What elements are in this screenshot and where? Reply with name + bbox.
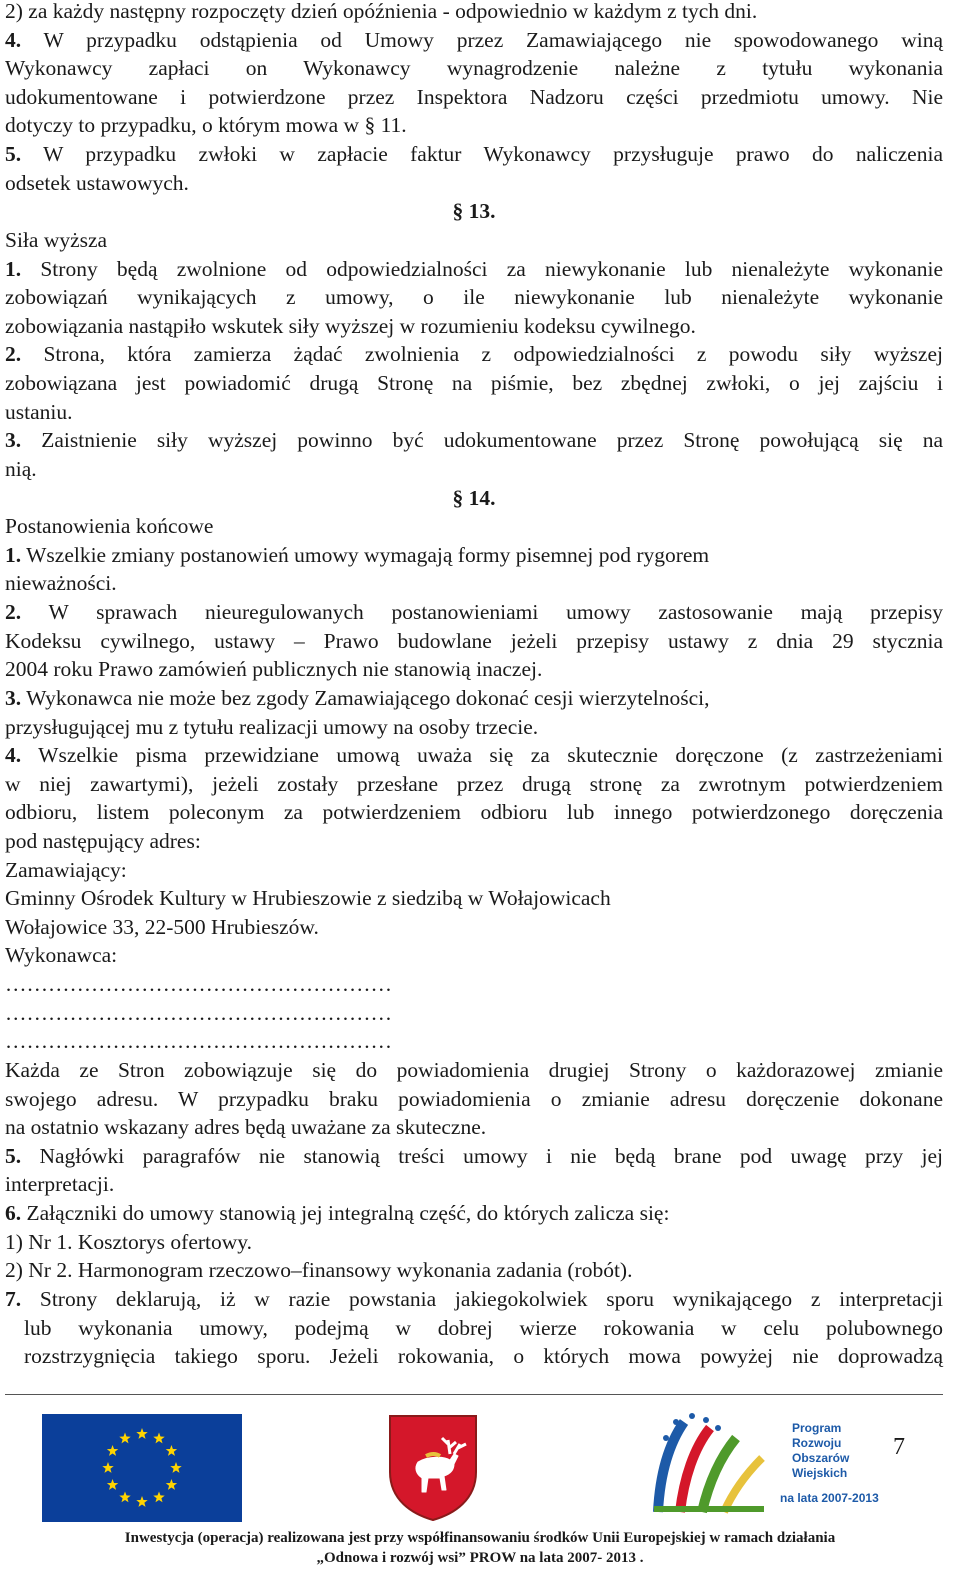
line-text: Strony będą zwolnione od odpowiedzialności za niewykonanie lub nienależyte wykonanie	[21, 256, 943, 281]
line-text: Zamawiający:	[5, 857, 127, 882]
line-text: § 13.	[452, 199, 496, 224]
text-line	[5, 1228, 943, 1257]
text-line	[5, 1142, 943, 1171]
text-line	[5, 512, 943, 541]
point-number: 5.	[5, 1143, 22, 1168]
line-text: Wykonawcy zapłaci on Wykonawcy wynagrodzenie należne z tytułu wykonania	[5, 56, 943, 81]
point-number: 7.	[5, 1286, 22, 1311]
text-line	[5, 140, 943, 169]
text-line	[5, 1056, 943, 1085]
text-line	[5, 856, 943, 885]
line-text: przysługującej mu z tytułu realizacji umowy na osoby trzecie.	[5, 714, 539, 739]
text-line	[5, 283, 943, 312]
text-line	[5, 455, 943, 484]
line-text: Kodeksu cywilnego, ustawy – Prawo budowlane jeżeli przepisy ustawy z dnia 29 stycznia	[5, 628, 943, 653]
text-line	[5, 1113, 943, 1142]
point-number: 2.	[5, 342, 22, 367]
text-line	[5, 1085, 943, 1114]
text-line	[5, 197, 943, 226]
prow-line-3: Obszarów	[792, 1451, 850, 1465]
text-line	[5, 713, 943, 742]
line-text: pod następujący adres:	[5, 828, 201, 853]
text-line	[5, 1285, 943, 1314]
line-text: w niej zawartymi), jeżeli zostały przesłane przez drugą stronę za zwrotnym potwierdzeniem	[5, 771, 943, 796]
point-number: 4.	[5, 743, 22, 768]
line-text: Wykonawca nie może bez zgody Zamawiającego dokonać cesji wierzytelności,	[21, 685, 710, 710]
text-line	[5, 655, 943, 684]
text-line	[5, 312, 943, 341]
text-line	[5, 741, 943, 770]
text-line	[5, 1027, 943, 1056]
line-text: na ostatnio wskazany adres będą uważane za skuteczne.	[5, 1115, 487, 1140]
line-text: 2) Nr 2. Harmonogram rzeczowo–finansowy wykonania zadania (robót).	[5, 1258, 633, 1283]
line-text: Nagłówki paragrafów nie stanowią treści umowy i nie będą brane pod uwagę przy jej	[21, 1143, 943, 1168]
line-text: nieważności.	[5, 571, 117, 596]
line-text: interpretacji.	[5, 1172, 115, 1197]
text-line	[5, 541, 943, 570]
line-text: 1) Nr 1. Kosztorys ofertowy.	[5, 1229, 252, 1254]
line-text: Wszelkie pisma przewidziane umową uważa się za skutecznie doręczone (z zastrzeżeniami	[21, 743, 943, 768]
text-line	[5, 913, 943, 942]
text-line	[5, 827, 943, 856]
text-line	[24, 1342, 943, 1371]
line-text: W sprawach nieuregulowanych postanowieniami umowy zastosowanie mają przepisy	[21, 600, 943, 625]
footer-line-1: Inwestycja (operacja) realizowana jest przy współfinansowaniu środków Unii Europejskiej w ramach działania	[124, 1530, 836, 1546]
line-text: Zaistnienie siły wyższej powinno być udokumentowane przez Stronę powołującą się na	[21, 428, 943, 453]
line-text: § 14.	[452, 485, 496, 510]
text-line	[5, 26, 943, 55]
line-text: udokumentowane i potwierdzone przez Inspektora Nadzoru części przedmiotu umowy. Nie	[5, 84, 943, 109]
prow-years: na lata 2007-2013	[780, 1491, 879, 1505]
point-number: 2.	[5, 600, 22, 625]
footer-note	[0, 1528, 960, 1568]
line-text: Załączniki do umowy stanowią jej integralną część, do których zalicza się:	[21, 1201, 670, 1226]
line-text: 2004 roku Prawo zamówień publicznych nie stanowią inaczej.	[5, 657, 543, 682]
line-text: ………………………………………………	[5, 1000, 392, 1025]
text-line	[5, 169, 943, 198]
line-text: Gminny Ośrodek Kultury w Hrubieszowie z siedzibą w Wołajowicach	[5, 886, 611, 911]
text-line	[5, 0, 943, 26]
line-text: zobowiązań wynikających z umowy, o ile niewykonanie lub nienależyte wykonanie	[5, 285, 943, 310]
text-line	[24, 1314, 943, 1343]
point-number: 3.	[5, 428, 22, 453]
line-text: dotyczy to przypadku, o którym mowa w § 11.	[5, 113, 407, 138]
line-text: odbioru, listem poleconym za potwierdzeniem odbioru lub innego potwierdzonego doręczenia	[5, 800, 943, 825]
line-text: Strony deklarują, iż w razie powstania jakiegokolwiek sporu wynikającego z interpretacji	[21, 1286, 943, 1311]
page-number: 7	[893, 1434, 905, 1460]
line-text: zobowiązana jest powiadomić drugą Stronę na piśmie, bez zbędnej zwłoki, o jej zajściu i	[5, 371, 943, 396]
text-line	[5, 83, 943, 112]
line-text: ………………………………………………	[5, 1029, 392, 1054]
point-number: 3.	[5, 685, 22, 710]
text-line	[5, 684, 943, 713]
text-line	[5, 226, 943, 255]
line-text: ………………………………………………	[5, 972, 392, 997]
line-text: Strona, która zamierza żądać zwolnienia z odpowiedzialności z powodu siły wyższej	[21, 342, 943, 367]
text-line	[5, 340, 943, 369]
text-line	[5, 54, 943, 83]
line-text: Siła wyższa	[5, 227, 108, 252]
text-line	[5, 369, 943, 398]
line-text: swojego adresu. W przypadku braku powiadomienia o zmianie adresu doręczenie dokonane	[5, 1086, 943, 1111]
text-line	[5, 999, 943, 1028]
line-text: ustaniu.	[5, 399, 73, 424]
prow-line-4: Wiejskich	[792, 1466, 848, 1480]
text-line	[5, 941, 943, 970]
line-text: W przypadku zwłoki w zapłacie faktur Wykonawcy przysługuje prawo do naliczenia	[21, 142, 943, 167]
text-line	[5, 627, 943, 656]
line-text: lub wykonania umowy, podejmą w dobrej wierze rokowania w celu polubownego	[24, 1315, 943, 1340]
line-text: Każda ze Stron zobowiązuje się do powiadomienia drugiej Strony o każdorazowej zmianie	[5, 1057, 943, 1082]
prow-logo	[640, 1402, 879, 1520]
text-line	[5, 111, 943, 140]
text-line	[5, 426, 943, 455]
prow-line-1: Program	[792, 1421, 842, 1435]
footer-line-2: „Odnowa i rozwój wsi” PROW na lata 2007- 2013 .	[316, 1550, 644, 1566]
text-line	[5, 970, 943, 999]
text-line	[5, 255, 943, 284]
text-line	[5, 798, 943, 827]
line-text: nią.	[5, 456, 37, 481]
coat-of-arms-logo	[388, 1414, 478, 1522]
line-text: zobowiązania nastąpiło wskutek siły wyższej w rozumieniu kodeksu cywilnego.	[5, 313, 696, 338]
line-text: Wołajowice 33, 22-500 Hrubieszów.	[5, 914, 319, 939]
eu-flag-logo	[42, 1414, 242, 1522]
point-number: 1.	[5, 542, 22, 567]
point-number: 4.	[5, 27, 22, 52]
text-line	[5, 1256, 943, 1285]
text-line	[5, 1199, 943, 1228]
point-number: 5.	[5, 142, 22, 167]
line-text: odsetek ustawowych.	[5, 170, 189, 195]
text-line	[5, 398, 943, 427]
point-number: 1.	[5, 256, 22, 281]
line-text: rozstrzygnięcia takiego sporu. Jeżeli rokowania, o których mowa powyżej nie doprowadzą	[24, 1344, 943, 1369]
text-line	[5, 569, 943, 598]
prow-line-2: Rozwoju	[792, 1436, 842, 1450]
footer-divider	[5, 1394, 943, 1395]
line-text: W przypadku odstąpienia od Umowy przez Zamawiającego nie spowodowanego winą	[21, 27, 943, 52]
text-line	[5, 770, 943, 799]
text-line	[5, 884, 943, 913]
line-text: Wszelkie zmiany postanowień umowy wymagają formy pisemnej pod rygorem	[21, 542, 710, 567]
point-number: 6.	[5, 1201, 22, 1226]
line-text: 2) za każdy następny rozpoczęty dzień opóźnienia - odpowiednio w każdym z tych dni.	[5, 0, 758, 23]
text-line	[5, 484, 943, 513]
text-line	[5, 1170, 943, 1199]
footer-logos	[0, 1400, 960, 1530]
text-line	[5, 598, 943, 627]
line-text: Wykonawca:	[5, 943, 118, 968]
line-text: Postanowienia końcowe	[5, 514, 214, 539]
